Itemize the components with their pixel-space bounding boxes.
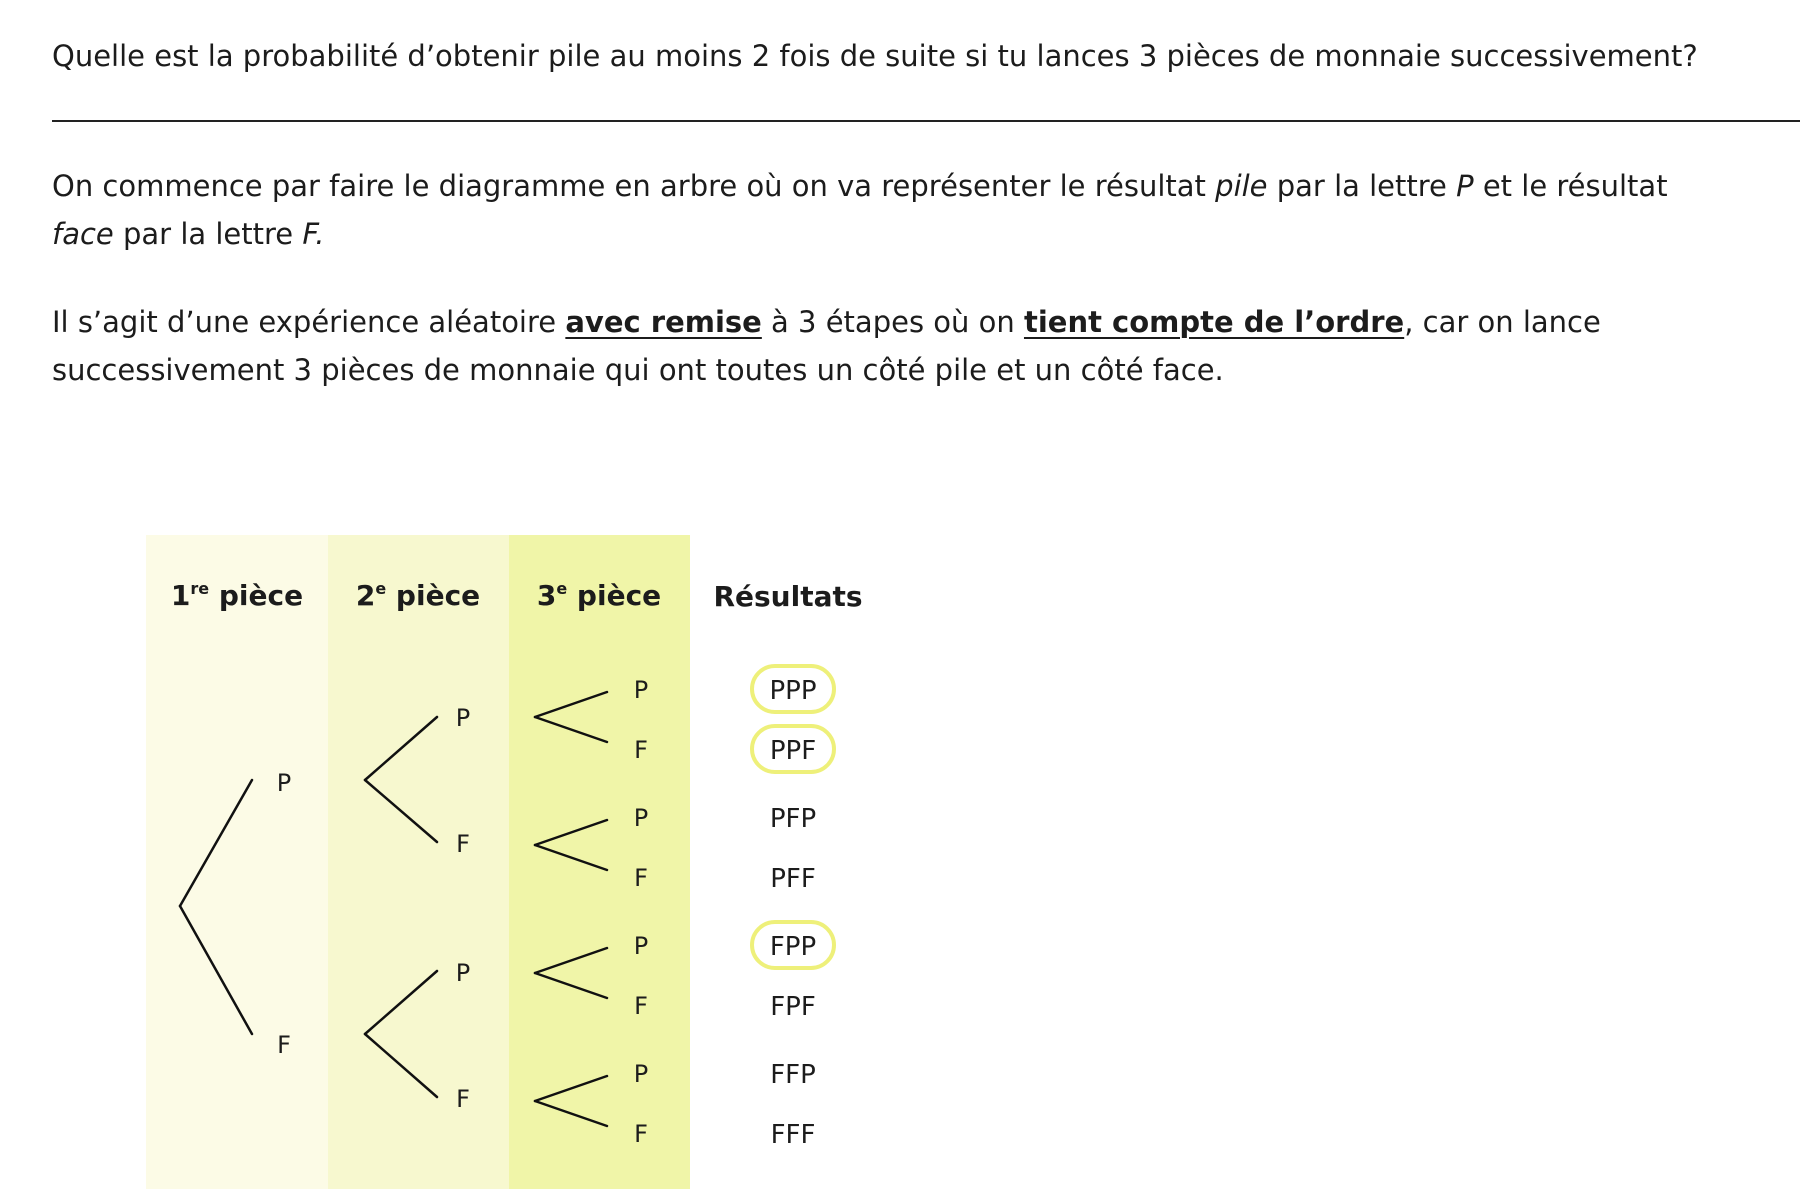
column-bg-3: [509, 535, 690, 1189]
level3-label: F: [634, 736, 648, 764]
result-item: FPP: [769, 932, 817, 962]
result-item: FFF: [770, 1120, 816, 1150]
header-col2: 2e pièce: [355, 579, 481, 612]
level3-label: F: [634, 1120, 648, 1148]
level2-label: F: [456, 1085, 470, 1113]
question-text: Quelle est la probabilité d’obtenir pile au moins 2 fois de suite si tu lances 3 pièces de monnaie successivement?: [52, 39, 1698, 73]
level2-label: P: [455, 959, 471, 987]
result-item: PPP: [769, 676, 817, 706]
header-col1: 1re pièce: [170, 579, 304, 612]
bold-avec-remise: avec remise: [565, 305, 762, 339]
italic-pile: pile: [1215, 169, 1268, 203]
result-item: PPF: [769, 736, 817, 766]
result-item: FPF: [770, 992, 816, 1022]
level2-label: P: [455, 704, 471, 732]
header-col3: 3e pièce: [536, 579, 662, 612]
text-segment: par la lettre: [113, 217, 303, 251]
level3-label: F: [634, 992, 648, 1020]
text-segment: On commence par faire le diagramme en arbre où on va représenter le résultat: [52, 169, 1216, 203]
text-segment: par la lettre: [1267, 169, 1457, 203]
text-segment: , car on lance successivement 3 pièces de monnaie qui ont toutes un côté pile et un côté face.: [52, 305, 1601, 387]
text-segment: à 3 étapes où on: [761, 305, 1024, 339]
column-bg-1: [146, 535, 328, 1189]
level3-label: P: [633, 804, 649, 832]
bold-tient-compte: tient compte de l’ordre: [1023, 305, 1405, 339]
italic-face: face: [52, 217, 114, 251]
level3-label: P: [633, 932, 649, 960]
italic-f-letter: F.: [302, 217, 325, 251]
result-item: PFP: [769, 804, 817, 834]
level3-label: P: [633, 1060, 649, 1088]
level3-label: P: [633, 676, 649, 704]
column-bg-2: [328, 535, 509, 1189]
italic-p-letter: P: [1456, 169, 1474, 203]
level2-label: F: [456, 830, 470, 858]
result-item: PFF: [770, 864, 816, 894]
result-item: FFP: [770, 1060, 816, 1090]
level1-label: F: [277, 1031, 291, 1059]
header-results: Résultats: [713, 580, 863, 613]
level1-label: P: [276, 769, 292, 797]
level3-label: F: [634, 864, 648, 892]
text-segment: et le résultat: [1473, 169, 1668, 203]
text-segment: Il s’agit d’une expérience aléatoire: [52, 305, 566, 339]
